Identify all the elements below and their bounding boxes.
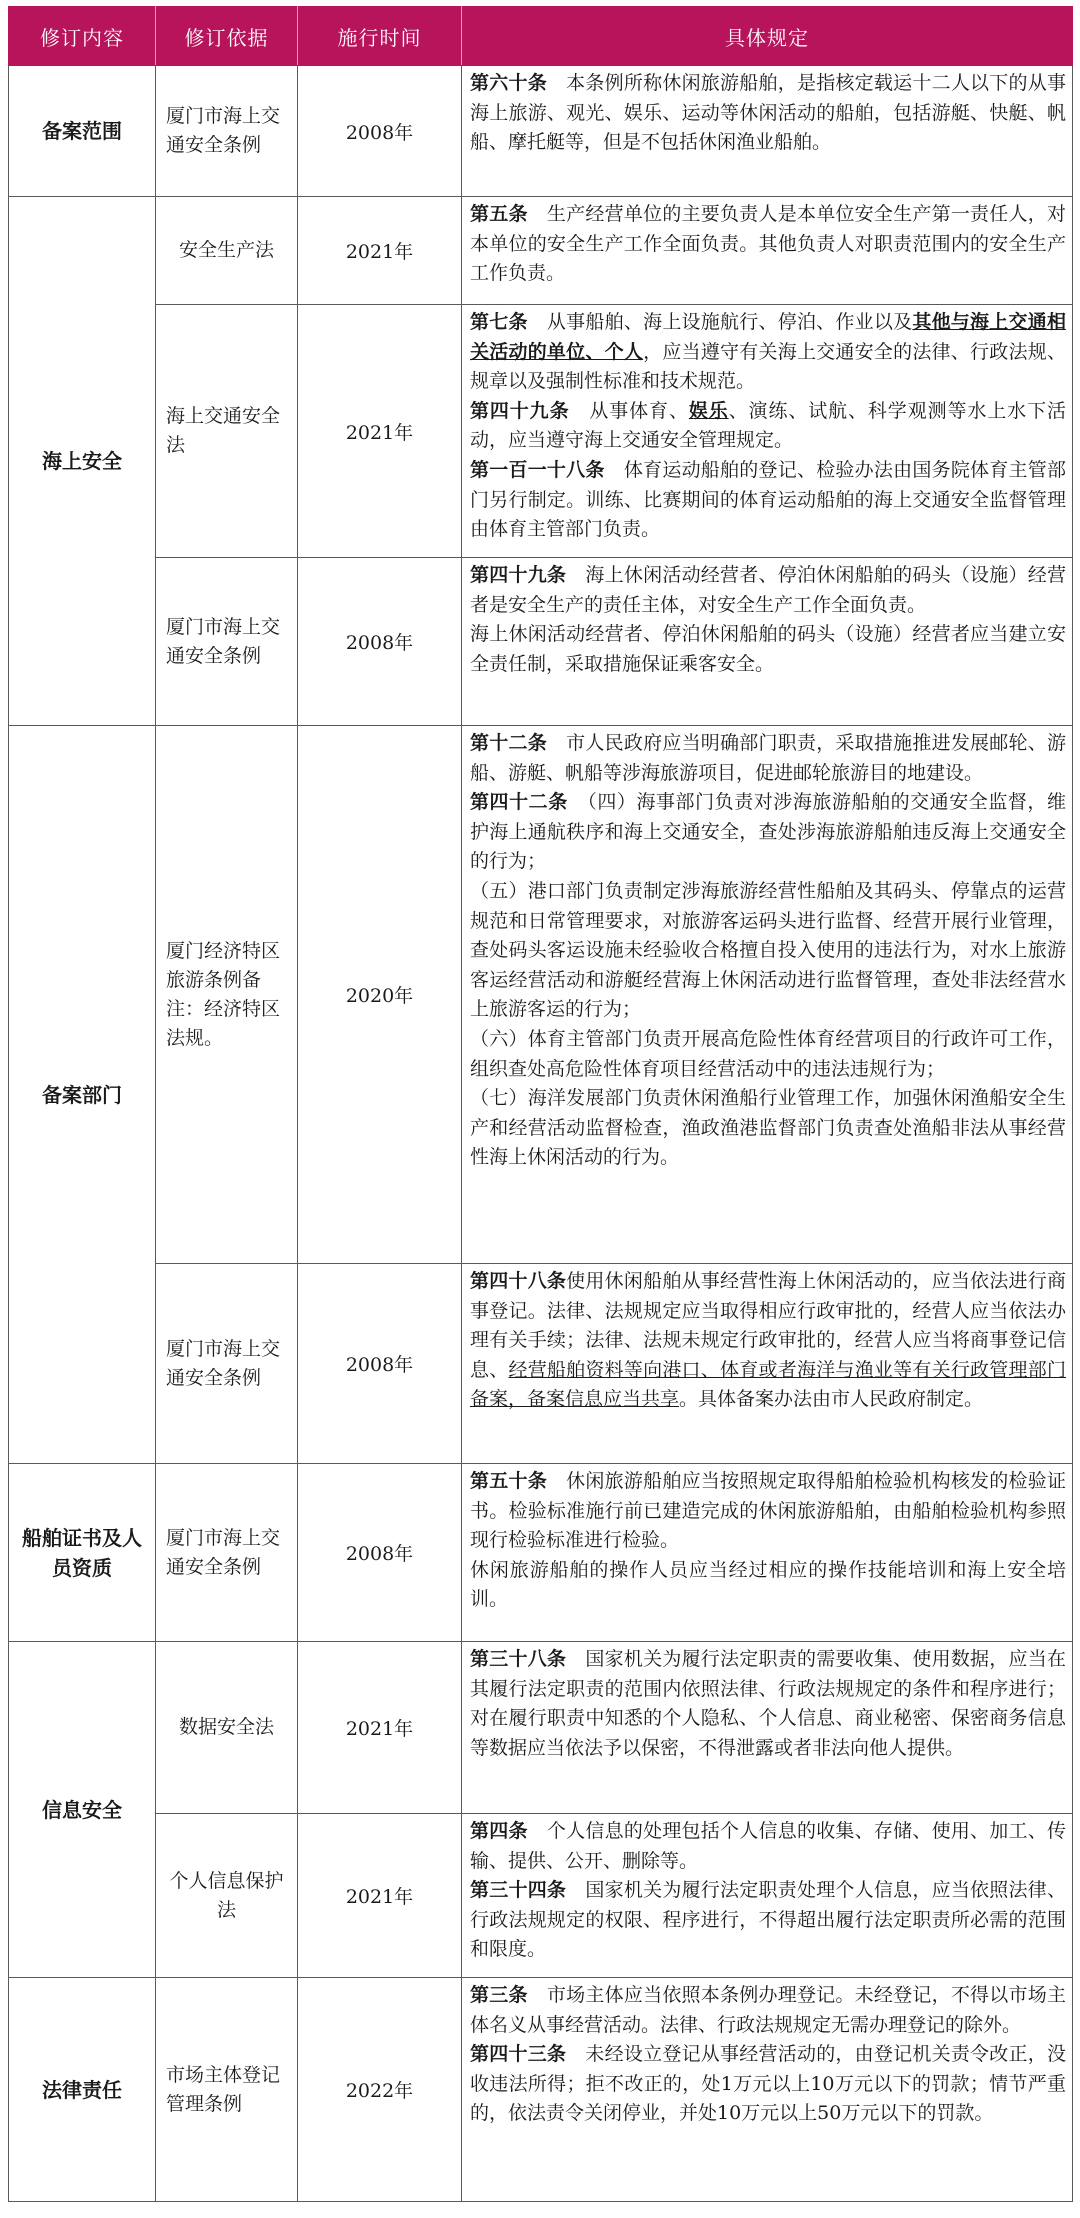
article-number: 第七条 (470, 311, 528, 333)
article-number: 第四十九条 (470, 564, 567, 586)
table-row (9, 1814, 1073, 1978)
basis-cell: 数据安全法 (156, 1642, 298, 1814)
provision-cell (462, 66, 1073, 197)
category-cell: 船舶证书及人员资质 (9, 1464, 156, 1642)
article-number: 第四十九条 (470, 399, 570, 422)
provision-text: 市场主体应当依照本条例办理登记。未经登记，不得以市场主体名义从事经营活动。法律、行政法规规定无需办理登记的除外。 (470, 1984, 1066, 2036)
provision-text: 生产经营单位的主要负责人是本单位安全生产第一责任人，对本单位的安全生产工作全面负责。其他负责人对职责范围内的安全生产工作负责。 (470, 203, 1066, 285)
provision-cell (462, 558, 1073, 726)
basis-cell: 安全生产法 (156, 197, 298, 305)
table-row (9, 197, 1073, 305)
provision-text: 、演练、试航、科学观测等水上水下活动，应当遵守海上交通安全管理规定。 (470, 399, 1066, 452)
table-row (9, 66, 1073, 197)
article-number: 第三条 (470, 1984, 528, 2006)
table-row (9, 1464, 1073, 1642)
year-cell: 2008年 (298, 558, 462, 726)
category-cell: 海上安全 (9, 197, 156, 726)
provision-text: 未经设立登记从事经营活动的，由登记机关责令改正，没收违法所得；拒不改正的，处1万元以上10万元以下的罚款；情节严重的，依法责令关闭停业，并处10万元以上50万元以下的罚款。 (470, 2043, 1066, 2125)
underlined-text: 其他与海上交通相关活动的单位、个人 (470, 311, 1066, 363)
table-header-row (9, 7, 1073, 66)
basis-cell: 厦门市海上交通安全条例 (156, 66, 298, 197)
basis-cell: 市场主体登记管理条例 (156, 1978, 298, 2202)
provision-text: ，应当遵守有关海上交通安全的法律、行政法规、规章以及强制性标准和技术规范。 (470, 340, 1066, 393)
table-row (9, 558, 1073, 726)
provision-text: （五）港口部门负责制定涉海旅游经营性船舶及其码头、停靠点的运营规范和日常管理要求，对旅游客运码头进行监督、经营开展行业管理，查处码头客运设施未经验收合格擅自投入使用的违法行为，对水上旅游客运经营活动和游艇经营海上休闲活动进行监督管理，查处非法经营水上旅游客运的行为； (470, 879, 1066, 1021)
regulation-table-page (8, 6, 1072, 2202)
table-row (9, 1264, 1073, 1464)
category-cell: 备案范围 (9, 66, 156, 197)
basis-cell: 海上交通安全法 (156, 305, 298, 558)
article-number: 第一百一十八条 (470, 458, 605, 481)
provision-text: 休闲旅游船舶应当按照规定取得船舶检验机构核发的检验证书。检验标准施行前已建造完成的休闲旅游船舶，由船舶检验机构参照现行检验标准进行检验。 (470, 1470, 1066, 1552)
category-cell: 法律责任 (9, 1978, 156, 2202)
category-cell: 信息安全 (9, 1642, 156, 1978)
year-cell: 2021年 (298, 1642, 462, 1814)
provision-text: 海上休闲活动经营者、停泊休闲船舶的码头（设施）经营者是安全生产的责任主体，对安全生产工作全面负责。 (470, 564, 1066, 616)
provision-cell (462, 1464, 1073, 1642)
year-cell: 2021年 (298, 305, 462, 558)
header-revision-basis: 修订依据 (156, 7, 298, 66)
provision-cell (462, 305, 1073, 558)
provision-text: 海上休闲活动经营者、停泊休闲船舶的码头（设施）经营者应当建立安全责任制，采取措施保证乘客安全。 (470, 623, 1066, 675)
year-cell: 2008年 (298, 1264, 462, 1464)
year-cell: 2021年 (298, 197, 462, 305)
table-row (9, 305, 1073, 558)
article-number: 第四条 (470, 1820, 528, 1842)
article-number: 第三十八条 (470, 1648, 567, 1670)
basis-cell: 个人信息保护法 (156, 1814, 298, 1978)
provision-text: 市人民政府应当明确部门职责，采取措施推进发展邮轮、游船、游艇、帆船等涉海旅游项目，促进邮轮旅游目的地建设。 (470, 732, 1066, 784)
header-effective-date: 施行时间 (298, 7, 462, 66)
article-number: 第四十二条 (470, 791, 568, 814)
year-cell: 2020年 (298, 726, 462, 1264)
basis-cell: 厦门市海上交通安全条例 (156, 558, 298, 726)
provision-text: （七）海洋发展部门负责休闲渔船行业管理工作，加强休闲渔船安全生产和经营活动监督检查，渔政渔港监督部门负责查处渔船非法从事经营性海上休闲活动的行为。 (470, 1087, 1066, 1169)
underlined-text: 经营船舶资料等向港口、体育或者海洋与渔业等有关行政管理部门备案，备案信息应当共享 (470, 1358, 1066, 1411)
category-cell: 备案部门 (9, 726, 156, 1464)
year-cell: 2008年 (298, 66, 462, 197)
table-row (9, 1642, 1073, 1814)
article-number: 第四十三条 (470, 2043, 567, 2066)
regulation-table (8, 6, 1073, 2202)
provision-cell (462, 1978, 1073, 2202)
article-number: 第十二条 (470, 732, 547, 754)
underlined-text: 娱乐 (688, 399, 729, 422)
provision-text: 国家机关为履行法定职责的需要收集、使用数据，应当在其履行法定职责的范围内依照法律、行政法规规定的条件和程序进行；对在履行职责中知悉的个人隐私、个人信息、商业秘密、保密商务信息等数据应当依法予以保密，不得泄露或者非法向他人提供。 (470, 1648, 1066, 1759)
year-cell: 2008年 (298, 1464, 462, 1642)
provision-text: （四）海事部门负责对涉海旅游船舶的交通安全监督，维护海上通航秩序和海上交通安全，查处涉海旅游船舶违反海上交通安全的行为； (470, 791, 1066, 873)
basis-cell: 厦门市海上交通安全条例 (156, 1264, 298, 1464)
article-number: 第六十条 (470, 72, 547, 94)
provision-text: （六）体育主管部门负责开展高危险性体育经营项目的行政许可工作，组织查处高危险性体育项目经营活动中的违法违规行为； (470, 1027, 1066, 1080)
provision-text: 从事船舶、海上设施航行、停泊、作业以及 (527, 311, 913, 333)
provision-cell (462, 1642, 1073, 1814)
article-number: 第四十八条 (470, 1270, 567, 1292)
table-row (9, 1978, 1073, 2202)
year-cell: 2022年 (298, 1978, 462, 2202)
header-revision-content: 修订内容 (9, 7, 156, 66)
provision-cell (462, 1264, 1073, 1464)
provision-cell (462, 1814, 1073, 1978)
provision-cell (462, 197, 1073, 305)
provision-text: 个人信息的处理包括个人信息的收集、存储、使用、加工、传输、提供、公开、删除等。 (470, 1820, 1066, 1872)
basis-cell: 厦门经济特区旅游条例备注：经济特区法规。 (156, 726, 298, 1264)
article-number: 第三十四条 (470, 1879, 567, 1902)
article-number: 第五十条 (470, 1470, 547, 1492)
header-specific-provisions: 具体规定 (462, 7, 1073, 66)
provision-text: 国家机关为履行法定职责处理个人信息，应当依照法律、行政法规规定的权限、程序进行，不得超出履行法定职责所必需的范围和限度。 (470, 1879, 1066, 1961)
basis-cell: 厦门市海上交通安全条例 (156, 1464, 298, 1642)
provision-text: 使用休闲船舶从事经营性海上休闲活动的，应当依法进行商事登记。法律、法规规定应当取得相应行政审批的，经营人应当依法办理有关手续；法律、法规未规定行政审批的，经营人应当将商事登记信息、 (470, 1270, 1066, 1381)
year-cell: 2021年 (298, 1814, 462, 1978)
provision-text: 从事体育、 (569, 399, 689, 422)
provision-cell (462, 726, 1073, 1264)
article-number: 第五条 (470, 203, 528, 225)
table-row (9, 726, 1073, 1264)
provision-text: 。具体备案办法由市人民政府制定。 (679, 1388, 984, 1411)
provision-text: 休闲旅游船舶的操作人员应当经过相应的操作技能培训和海上安全培训。 (470, 1558, 1066, 1611)
provision-text: 体育运动船舶的登记、检验办法由国务院体育主管部门另行制定。训练、比赛期间的体育运动船舶的海上交通安全监督管理由体育主管部门负责。 (470, 458, 1066, 541)
provision-text: 本条例所称休闲旅游船舶，是指核定载运十二人以下的从事海上旅游、观光、娱乐、运动等休闲活动的船舶，包括游艇、快艇、帆船、摩托艇等，但是不包括休闲渔业船舶。 (470, 72, 1066, 154)
